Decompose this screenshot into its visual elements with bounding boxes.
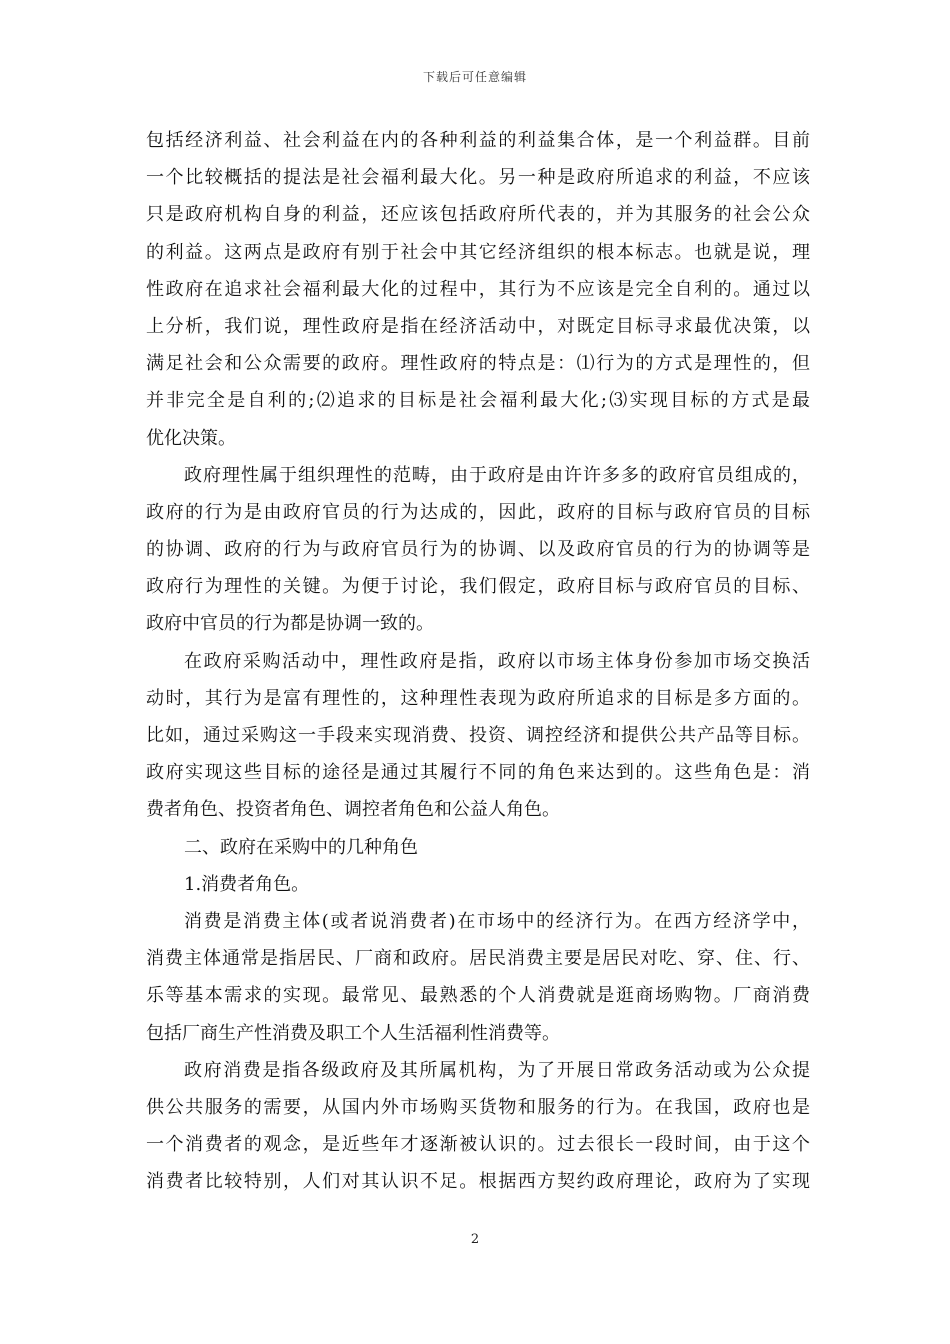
text-line: 动时，其行为是富有理性的，这种理性表现为政府所追求的目标是多方面的。 — [146, 687, 810, 709]
text-line: 一个消费者的观念，是近些年才逐渐被认识的。过去很长一段时间，由于这个 — [146, 1134, 810, 1156]
text-line: 包括厂商生产性消费及职工个人生活福利性消费等。 — [146, 1022, 560, 1044]
page-number: 2 — [470, 1232, 480, 1247]
text-line: 费者角色、投资者角色、调控者角色和公益人角色。 — [146, 799, 560, 821]
paragraph — [146, 122, 810, 457]
text-line: 并非完全是自利的;⑵追求的目标是社会福利最大化;⑶实现目标的方式是最 — [146, 390, 810, 412]
text-line: 政府消费是指各级政府及其所属机构，为了开展日常政务活动或为公众提 — [184, 1059, 810, 1081]
text-line: 优化决策。 — [146, 427, 236, 449]
text-line: 上分析，我们说，理性政府是指在经济活动中，对既定目标寻求最优决策，以 — [146, 315, 810, 337]
text-line: 在政府采购活动中，理性政府是指，政府以市场主体身份参加市场交换活 — [184, 650, 810, 672]
text-line: 政府的行为是由政府官员的行为达成的，因此，政府的目标与政府官员的目标 — [146, 501, 810, 523]
text-line: 消费主体通常是指居民、厂商和政府。居民消费主要是居民对吃、穿、住、行、 — [146, 948, 810, 970]
text-line: 比如，通过采购这一手段来实现消费、投资、调控经济和提供公共产品等目标。 — [146, 725, 810, 746]
text-line: 乐等基本需求的实现。最常见、最熟悉的个人消费就是逛商场购物。厂商消费 — [146, 985, 810, 1007]
paragraph — [146, 457, 810, 643]
text-line: 的利益。这两点是政府有别于社会中其它经济组织的根本标志。也就是说，理 — [146, 241, 810, 263]
text-line: 性政府在追求社会福利最大化的过程中，其行为不应该是完全自利的。通过以 — [146, 278, 810, 300]
text-line: 消费者比较特别，人们对其认识不足。根据西方契约政府理论，政府为了实现 — [146, 1171, 810, 1193]
text-line: 只是政府机构自身的利益，还应该包括政府所代表的，并为其服务的社会公众 — [146, 204, 810, 226]
text-line: 二、政府在采购中的几种角色 — [184, 836, 418, 858]
paragraph — [146, 643, 810, 829]
document-body — [146, 122, 810, 1200]
text-line: 供公共服务的需要，从国内外市场购买货物和服务的行为。在我国，政府也是 — [146, 1096, 810, 1118]
text-line: 满足社会和公众需要的政府。理性政府的特点是：⑴行为的方式是理性的，但 — [146, 353, 810, 375]
page-header: 下载后可任意编辑 — [422, 70, 527, 84]
text-line: 政府理性属于组织理性的范畴，由于政府是由许许多多的政府官员组成的， — [184, 464, 810, 486]
text-line: 1.消费者角色。 — [184, 873, 310, 895]
text-line: 一个比较概括的提法是社会福利最大化。另一种是政府所追求的利益，不应该 — [146, 167, 810, 189]
section-heading — [146, 829, 810, 866]
paragraph — [146, 1052, 810, 1201]
text-line: 包括经济利益、社会利益在内的各种利益的利益集合体，是一个利益群。目前 — [146, 130, 810, 151]
text-line: 政府实现这些目标的途径是通过其履行不同的角色来达到的。这些角色是：消 — [146, 762, 810, 784]
subsection-heading — [146, 866, 810, 903]
text-line: 消费是消费主体(或者说消费者)在市场中的经济行为。在西方经济学中， — [184, 910, 810, 932]
text-line: 政府行为理性的关键。为便于讨论，我们假定，政府目标与政府官员的目标、 — [146, 576, 810, 598]
paragraph — [146, 903, 810, 1052]
text-line: 政府中官员的行为都是协调一致的。 — [146, 613, 434, 635]
text-line: 的协调、政府的行为与政府官员行为的协调、以及政府官员的行为的协调等是 — [146, 539, 810, 561]
